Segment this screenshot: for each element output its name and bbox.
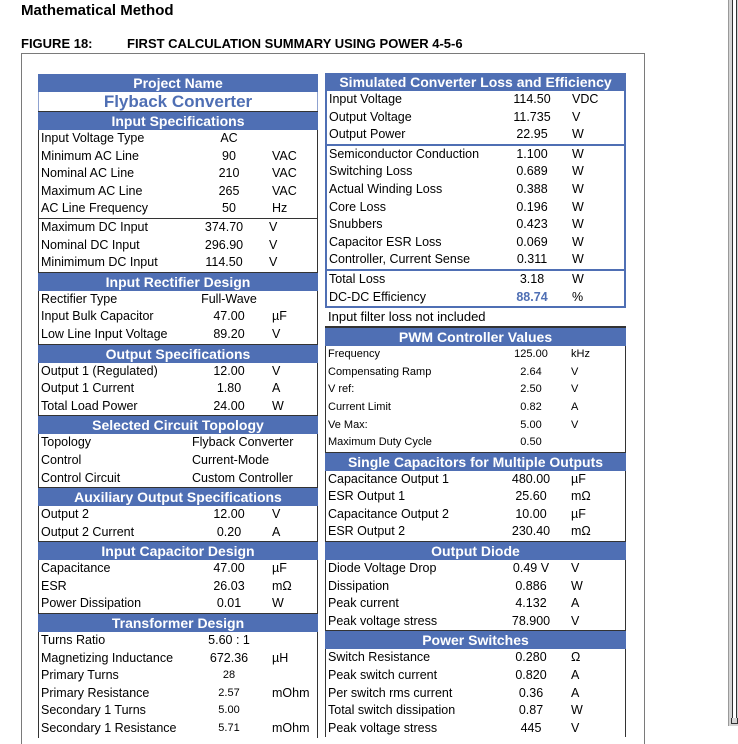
table-row [39, 148, 317, 166]
row-label: Core Loss [329, 199, 386, 214]
row-value: 114.50 [205, 255, 243, 270]
section-title: Mathematical Method [21, 2, 174, 19]
row-label: Power Dissipation [41, 596, 142, 611]
row-unit: V [571, 720, 580, 735]
row-value: 265 [218, 183, 240, 198]
scrollbar-corner [731, 718, 738, 724]
row-unit: W [572, 127, 584, 142]
figure-label: FIGURE 18: [21, 36, 93, 51]
row-label: Maximum Duty Cycle [328, 436, 432, 449]
output-diode-header: Output Diode [325, 541, 626, 560]
row-label: Frequency [328, 348, 380, 361]
table-row [327, 146, 624, 164]
row-value: 0.423 [516, 217, 548, 232]
row-value: 374.70 [204, 219, 244, 234]
output-diode-block [325, 560, 626, 630]
table-row [326, 595, 625, 613]
row-label: Input Voltage Type [41, 131, 145, 145]
row-label: Turns Ratio [41, 633, 106, 648]
row-label: Nominal AC Line [41, 166, 135, 181]
row-unit: W [272, 596, 284, 611]
row-value: 1.80 [216, 381, 242, 396]
table-row [326, 399, 625, 417]
row-unit: mΩ [272, 578, 292, 593]
row-label: Topology [41, 435, 92, 450]
table-row [39, 524, 317, 542]
row-unit: V [269, 237, 278, 252]
input-capacitor-design-header: Input Capacitor Design [38, 541, 318, 560]
table-row [326, 613, 625, 631]
row-label: Capacitance Output 1 [328, 471, 449, 486]
table-row [326, 381, 625, 399]
table-row [327, 181, 624, 199]
loss-total-block [325, 269, 626, 308]
row-value: Current-Mode [192, 452, 270, 467]
table-row [39, 434, 317, 452]
row-value: 0.20 [216, 524, 242, 539]
row-unit: V [572, 109, 581, 124]
table-row [327, 251, 624, 269]
row-value: 50 [222, 201, 236, 216]
row-label: Capacitance [41, 561, 111, 576]
row-label: Output 1 Current [41, 381, 135, 396]
table-row [39, 685, 317, 703]
row-label: Minimum AC Line [41, 148, 139, 163]
row-value: 0.886 [515, 578, 547, 593]
table-row [39, 326, 317, 344]
table-row [326, 471, 625, 489]
table-row [39, 667, 317, 685]
row-label: Diode Voltage Drop [328, 561, 437, 576]
table-row [39, 452, 317, 470]
scrollbar[interactable] [728, 0, 738, 726]
left-column [38, 74, 318, 738]
row-label: Secondary 1 Turns [41, 703, 146, 718]
row-value: 0.50 [520, 436, 542, 449]
row-unit: W [572, 181, 584, 196]
row-value: 11.735 [513, 109, 551, 124]
row-value: 0.388 [516, 181, 548, 196]
row-value: AC [220, 131, 238, 145]
row-unit: mΩ [571, 489, 591, 504]
row-label: Snubbers [329, 217, 383, 232]
row-label: Peak voltage stress [328, 720, 438, 735]
table-row [326, 685, 625, 703]
row-unit: mΩ [571, 524, 591, 539]
row-unit: VDC [572, 92, 599, 106]
transformer-design-block [38, 632, 318, 738]
row-value: 0.01 [216, 596, 242, 611]
table-row [39, 578, 317, 596]
table-row [327, 126, 624, 144]
table-row [39, 237, 317, 255]
table-row [327, 289, 624, 307]
loss-inputs-block [325, 91, 626, 144]
row-value: 0.36 [518, 685, 544, 700]
single-capacitors-header: Single Capacitors for Multiple Outputs [325, 452, 626, 471]
row-value: 296.90 [204, 237, 244, 252]
row-unit: W [571, 578, 583, 593]
row-value: 28 [222, 669, 236, 682]
input-capacitor-design-block [38, 560, 318, 613]
row-unit: V [272, 363, 281, 378]
table-row [326, 346, 625, 364]
table-row [39, 380, 317, 398]
row-label: Peak current [328, 596, 399, 611]
figure-title: FIRST CALCULATION SUMMARY USING POWER 4-5-6 [127, 36, 463, 51]
table-row [39, 470, 317, 488]
row-label: Per switch rms current [328, 685, 453, 700]
table-row [327, 91, 624, 109]
row-value: 47.00 [213, 561, 245, 576]
table-row [39, 720, 317, 738]
table-row [326, 560, 625, 578]
row-label: Output 2 [41, 507, 89, 522]
row-unit: V [571, 365, 579, 378]
table-row [39, 291, 317, 309]
row-label: DC-DC Efficiency [329, 289, 427, 304]
row-label: Output Power [329, 127, 406, 142]
output-specifications-block [38, 363, 318, 416]
table-row [39, 219, 317, 237]
row-label: Input Bulk Capacitor [41, 309, 154, 324]
table-row [39, 595, 317, 613]
row-value: 12.00 [213, 507, 245, 522]
row-label: Peak voltage stress [328, 613, 438, 628]
row-label: Total Load Power [41, 398, 138, 413]
row-value: 445 [520, 720, 542, 735]
row-unit: µF [571, 506, 586, 521]
row-value: 3.18 [519, 271, 545, 286]
row-unit: V [571, 613, 580, 628]
row-value: 2.57 [218, 686, 240, 699]
table-row [326, 702, 625, 720]
row-unit: W [571, 703, 583, 718]
table-row [39, 183, 317, 201]
row-unit: Ω [571, 650, 581, 665]
row-value: 89.20 [213, 326, 245, 341]
output-specifications-header: Output Specifications [38, 344, 318, 363]
table-row [326, 417, 625, 435]
row-label: Controller, Current Sense [329, 252, 471, 267]
loss-note: Input filter loss not included [328, 309, 486, 325]
row-value: 22.95 [516, 127, 548, 142]
row-unit: W [572, 252, 584, 267]
row-unit: V [571, 383, 579, 396]
row-unit: A [272, 524, 281, 539]
row-unit: W [572, 164, 584, 179]
row-label: Actual Winding Loss [329, 181, 443, 196]
row-label: Maximum AC Line [41, 183, 143, 198]
row-value: 47.00 [213, 309, 245, 324]
table-row [39, 130, 317, 148]
row-label: Ve Max: [328, 418, 368, 431]
row-value: 12.00 [213, 363, 245, 378]
row-unit: W [572, 271, 584, 286]
row-unit: W [572, 217, 584, 232]
row-label: Switching Loss [329, 164, 413, 179]
table-row [39, 200, 317, 218]
table-row [326, 578, 625, 596]
row-unit: kHz [571, 348, 590, 361]
row-value: 5.60 : 1 [208, 633, 250, 648]
single-capacitors-block [325, 471, 626, 541]
row-label: Control [41, 452, 82, 467]
row-unit: V [571, 561, 580, 576]
row-unit: % [572, 289, 584, 304]
table-row [327, 234, 624, 252]
row-label: Current Limit [328, 400, 391, 413]
table-row [39, 363, 317, 381]
row-label: ESR [41, 578, 67, 593]
row-unit: W [572, 234, 584, 249]
right-column [325, 73, 626, 737]
input-specifications-header: Input Specifications [38, 111, 318, 130]
row-unit: V [571, 418, 579, 431]
project-name-header: Project Name [38, 74, 318, 92]
row-value: 230.40 [511, 524, 551, 539]
table-row [326, 506, 625, 524]
row-value: 0.196 [516, 199, 548, 214]
table-row [39, 506, 317, 524]
table-row [39, 560, 317, 578]
row-label: ESR Output 2 [328, 524, 406, 539]
row-label: Minimimum DC Input [41, 255, 158, 270]
row-unit: VAC [272, 166, 297, 181]
row-unit: µH [272, 650, 289, 665]
row-label: Total Loss [329, 271, 386, 286]
loss-items-block [325, 144, 626, 269]
row-label: Compensating Ramp [328, 365, 432, 378]
input-rectifier-design-block [38, 291, 318, 344]
table-row [326, 434, 625, 452]
table-row [39, 308, 317, 326]
row-label: Peak switch current [328, 668, 438, 683]
row-label: Semiconductor Conduction [329, 146, 480, 161]
row-label: Maximum DC Input [41, 219, 148, 234]
table-row [326, 667, 625, 685]
table-row [327, 199, 624, 217]
row-unit: µF [272, 561, 287, 576]
row-unit: µF [571, 471, 586, 486]
table-row [326, 488, 625, 506]
row-unit: V [272, 507, 281, 522]
row-value: 26.03 [213, 578, 245, 593]
row-label: Output Voltage [329, 109, 412, 124]
row-value: 0.069 [516, 234, 548, 249]
input-specifications-dc-block [38, 218, 318, 272]
row-value: 0.820 [515, 668, 547, 683]
row-unit: V [269, 219, 278, 234]
loss-efficiency-header: Simulated Converter Loss and Efficiency [325, 73, 626, 91]
row-label: Secondary 1 Resistance [41, 721, 177, 736]
row-label: Magnetizing Inductance [41, 650, 174, 665]
row-label: Primary Turns [41, 668, 119, 683]
row-label: Nominal DC Input [41, 237, 140, 252]
row-value: 24.00 [213, 398, 245, 413]
table-row [39, 702, 317, 720]
row-unit: Hz [272, 201, 288, 216]
row-label: Low Line Input Voltage [41, 326, 168, 341]
row-value: 5.00 [218, 704, 240, 717]
row-value: 90 [222, 148, 236, 163]
row-unit: V [269, 255, 278, 270]
row-label: Switch Resistance [328, 650, 431, 665]
input-rectifier-design-header: Input Rectifier Design [38, 272, 318, 291]
row-value: 2.64 [520, 365, 542, 378]
row-value: 4.132 [515, 596, 547, 611]
row-value: 5.71 [218, 722, 240, 735]
row-unit: A [571, 596, 580, 611]
row-value: 210 [218, 166, 240, 181]
pwm-controller-values-block [325, 346, 626, 452]
table-row [39, 254, 317, 272]
row-value: 5.00 [520, 418, 542, 431]
row-label: Input Voltage [329, 92, 402, 106]
row-unit: mOhm [272, 685, 310, 700]
input-specifications-block [38, 130, 318, 218]
row-label: AC Line Frequency [41, 201, 149, 216]
table-row [39, 398, 317, 416]
row-value: 672.36 [209, 650, 249, 665]
table-row [39, 632, 317, 650]
row-label: Total switch dissipation [328, 703, 456, 718]
row-unit: VAC [272, 183, 297, 198]
row-value: 0.87 [518, 703, 544, 718]
row-value: 88.74 [516, 289, 548, 304]
row-label: ESR Output 1 [328, 489, 406, 504]
row-value: 25.60 [515, 489, 547, 504]
row-value: Custom Controller [192, 470, 293, 485]
table-row [326, 523, 625, 541]
row-unit: W [272, 398, 284, 413]
row-label: Rectifier Type [41, 291, 118, 306]
row-value: 0.280 [515, 650, 547, 665]
table-row [327, 271, 624, 289]
table-row [326, 649, 625, 667]
row-value: Flyback Converter [192, 435, 294, 450]
transformer-design-header: Transformer Design [38, 613, 318, 632]
table-row [326, 364, 625, 382]
selected-circuit-topology-header: Selected Circuit Topology [38, 415, 318, 434]
row-unit: A [571, 685, 580, 700]
power-switches-header: Power Switches [325, 630, 626, 649]
row-value: 0.311 [516, 252, 548, 267]
row-label: Capacitance Output 2 [328, 506, 449, 521]
row-value: Full-Wave [201, 291, 257, 306]
row-value: 114.50 [513, 92, 551, 106]
scrollbar-track[interactable] [732, 0, 737, 718]
row-unit: A [571, 400, 579, 413]
row-value: 78.900 [511, 613, 551, 628]
row-unit: A [571, 668, 580, 683]
row-value: 480.00 [511, 471, 551, 486]
row-label: Output 1 (Regulated) [41, 363, 158, 378]
row-value: 10.00 [515, 506, 547, 521]
row-unit: A [272, 381, 281, 396]
table-row [327, 163, 624, 181]
project-name-value: Flyback Converter [38, 92, 318, 111]
row-value: 0.82 [520, 400, 542, 413]
row-unit: W [572, 146, 584, 161]
row-label: Control Circuit [41, 470, 121, 485]
row-value: 1.100 [516, 146, 548, 161]
row-unit: VAC [272, 148, 297, 163]
row-value: 2.50 [520, 383, 542, 396]
row-value: 0.689 [516, 164, 548, 179]
selected-circuit-topology-block [38, 434, 318, 487]
row-value: 125.00 [514, 348, 548, 361]
row-value: 0.49 V [512, 561, 550, 576]
table-row [327, 216, 624, 234]
row-unit: W [572, 199, 584, 214]
row-label: V ref: [328, 383, 355, 396]
row-label: Output 2 Current [41, 524, 135, 539]
row-label: Primary Resistance [41, 685, 150, 700]
row-unit: µF [272, 309, 287, 324]
row-label: Capacitor ESR Loss [329, 234, 442, 249]
auxiliary-output-specifications-block [38, 506, 318, 541]
pwm-controller-values-header: PWM Controller Values [325, 326, 626, 346]
table-row [327, 109, 624, 127]
table-row [39, 165, 317, 183]
table-row [326, 720, 625, 738]
auxiliary-output-specifications-header: Auxiliary Output Specifications [38, 487, 318, 506]
table-row [39, 650, 317, 668]
row-label: Dissipation [328, 578, 390, 593]
row-unit: mOhm [272, 721, 310, 736]
row-unit: V [272, 326, 281, 341]
power-switches-block [325, 649, 626, 737]
